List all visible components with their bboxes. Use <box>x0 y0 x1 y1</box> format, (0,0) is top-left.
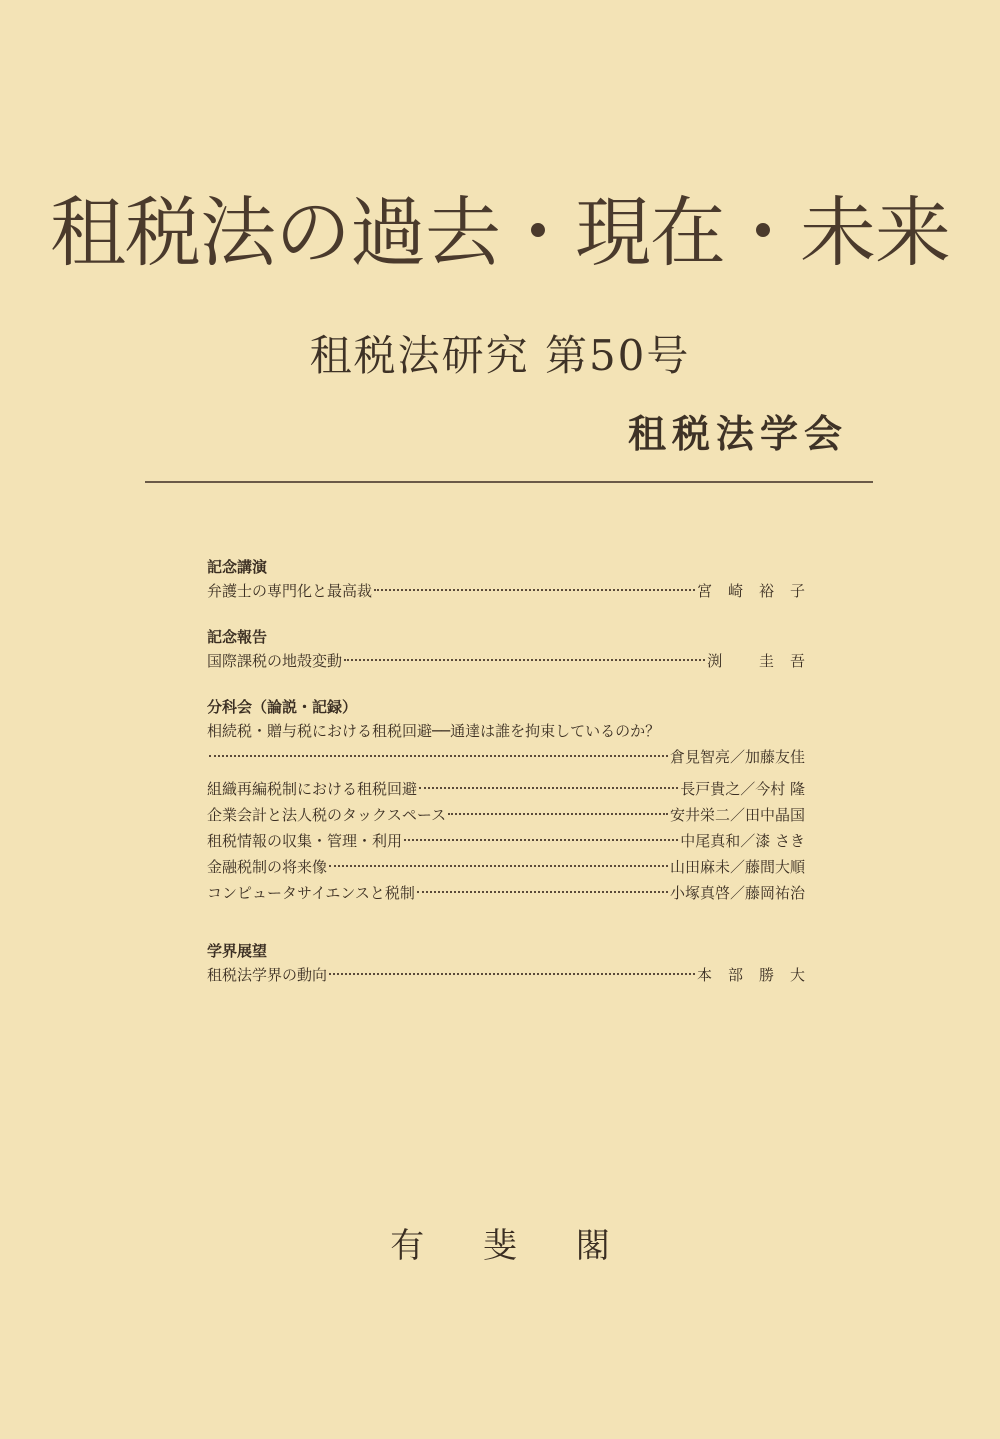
toc-entry <box>207 578 821 604</box>
dot-leader <box>329 865 668 867</box>
publisher-name: 有 斐 閣 <box>390 1226 634 1266</box>
dot-leader <box>329 973 695 975</box>
dot-leader <box>417 891 668 893</box>
toc-entry <box>207 854 805 880</box>
toc-entry <box>207 828 805 854</box>
entry-author: 本部勝大 <box>696 966 821 984</box>
entry-title: 組織再編税制における租税回避 <box>207 780 418 798</box>
entry-author: 中尾真和／漆 さき <box>680 832 805 850</box>
toc-entry <box>207 744 805 770</box>
entry-author: 安井栄二／田中晶国 <box>669 806 805 824</box>
toc-entry <box>207 962 821 988</box>
divider-rule <box>145 481 873 483</box>
toc-section-subcommittee <box>207 696 805 906</box>
entry-title: 弁護士の専門化と最高裁 <box>207 582 373 600</box>
entry-author: 倉見智亮／加藤友佳 <box>669 748 805 766</box>
dot-leader <box>419 787 678 789</box>
section-heading: 学界展望 <box>207 942 268 960</box>
section-heading: 記念報告 <box>207 628 268 646</box>
toc-entry <box>207 648 821 674</box>
dot-leader <box>404 839 678 841</box>
toc-section-commemorative-lecture <box>207 556 821 604</box>
entry-title: 租税情報の収集・管理・利用 <box>207 832 403 850</box>
table-of-contents <box>207 556 821 1010</box>
book-title: 租税法の過去・現在・未来 <box>50 188 950 277</box>
book-subtitle: 租税法研究 第50号 <box>309 331 691 380</box>
entry-author: 山田麻未／藤間大順 <box>669 858 805 876</box>
entry-title: 企業会計と法人税のタックスペース <box>207 806 447 824</box>
dot-leader <box>209 755 668 757</box>
section-heading: 記念講演 <box>207 558 268 576</box>
dot-leader <box>448 813 668 815</box>
entry-title: 国際課税の地殻変動 <box>207 652 343 670</box>
society-name: 租税法学会 <box>627 412 848 456</box>
entry-author: 長戸貴之／今村 隆 <box>680 780 805 798</box>
entry-author: 渕 圭吾 <box>707 652 821 670</box>
toc-entry <box>207 880 805 906</box>
section-heading: 分科会（論説・記録） <box>207 698 358 716</box>
toc-entry <box>207 802 805 828</box>
entry-title: コンピュータサイエンスと税制 <box>207 884 415 902</box>
toc-entry <box>207 776 805 802</box>
entry-author: 宮崎裕子 <box>696 582 821 600</box>
dot-leader <box>374 589 695 591</box>
dot-leader <box>344 659 705 661</box>
toc-section-academic-outlook <box>207 940 821 988</box>
entry-title-long: 相続税・贈与税における租税回避──通達は誰を拘束しているのか？ <box>207 722 661 740</box>
entry-title: 金融税制の将来像 <box>207 858 328 876</box>
entry-title: 租税法学界の動向 <box>207 966 328 984</box>
entry-author: 小塚真啓／藤岡祐治 <box>669 884 805 902</box>
toc-section-commemorative-report <box>207 626 821 674</box>
